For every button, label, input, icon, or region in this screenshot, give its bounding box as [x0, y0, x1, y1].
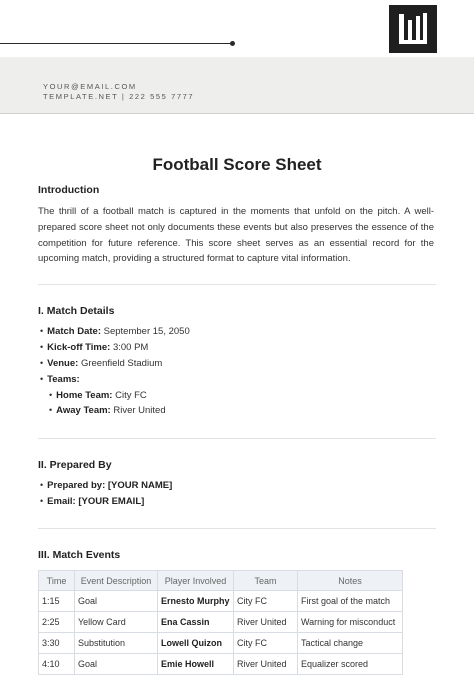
list-item-email: • Email: [YOUR EMAIL]	[40, 496, 145, 507]
match-events-heading: III. Match Events	[38, 549, 121, 561]
list-item-teams: • Teams:	[40, 374, 80, 385]
cell-time: 3:30	[39, 633, 75, 654]
table-row	[39, 591, 403, 612]
cell-event: Goal	[75, 654, 158, 675]
table-row	[39, 633, 403, 654]
match-details-heading: I. Match Details	[38, 305, 115, 317]
header-line-dot	[230, 41, 235, 46]
section-divider	[38, 438, 436, 439]
cell-notes: Tactical change	[298, 633, 403, 654]
cell-event: Yellow Card	[75, 612, 158, 633]
prepared-by-heading: II. Prepared By	[38, 459, 112, 471]
list-item-away-team: • Away Team: River United	[49, 405, 166, 416]
contact-email: YOUR@EMAIL.COM	[43, 82, 137, 91]
cell-team: City FC	[234, 591, 298, 612]
column-header-event: Event Description	[75, 571, 158, 591]
contact-info	[43, 82, 194, 102]
column-header-notes: Notes	[298, 571, 403, 591]
cell-event: Goal	[75, 591, 158, 612]
cell-notes: First goal of the match	[298, 591, 403, 612]
column-header-team: Team	[234, 571, 298, 591]
header-line	[0, 43, 232, 44]
cell-time: 4:10	[39, 654, 75, 675]
match-events-table	[38, 570, 403, 675]
list-item-prepared-by: • Prepared by: [YOUR NAME]	[40, 480, 173, 491]
section-divider	[38, 528, 436, 529]
cell-player: Emie Howell	[158, 654, 234, 675]
section-divider	[38, 284, 436, 285]
list-item-kickoff-time: • Kick-off Time: 3:00 PM	[40, 342, 149, 353]
table-row	[39, 612, 403, 633]
company-logo	[389, 5, 437, 53]
cell-player: Ernesto Murphy	[158, 591, 234, 612]
contact-band	[0, 57, 474, 114]
list-item-home-team: • Home Team: City FC	[49, 390, 147, 401]
cell-time: 2:25	[39, 612, 75, 633]
introduction-text: The thrill of a football match is captured in the moments that unfold on the pitch. A well-prepared score sheet not only documents these events but also preserves the essence of the competition for future reference. This score sheet serves as an essential record for the upcoming match, providing a structured format to capture vital information.	[38, 206, 434, 265]
document-title: Football Score Sheet	[152, 155, 322, 174]
table-row	[39, 654, 403, 675]
list-item-match-date: • Match Date: September 15, 2050	[40, 326, 190, 337]
cell-player: Lowell Quizon	[158, 633, 234, 654]
table-header-row	[39, 571, 403, 591]
list-item-venue: • Venue: Greenfield Stadium	[40, 358, 163, 369]
cell-event: Substitution	[75, 633, 158, 654]
cell-team: River United	[234, 654, 298, 675]
cell-notes: Warning for misconduct	[298, 612, 403, 633]
contact-site-phone: TEMPLATE.NET | 222 555 7777	[43, 92, 195, 101]
cell-player: Ena Cassin	[158, 612, 234, 633]
cell-team: City FC	[234, 633, 298, 654]
cell-notes: Equalizer scored	[298, 654, 403, 675]
cell-team: River United	[234, 612, 298, 633]
column-header-player: Player Involved	[158, 571, 234, 591]
cell-time: 1:15	[39, 591, 75, 612]
introduction-heading: Introduction	[38, 184, 100, 196]
column-header-time: Time	[39, 571, 75, 591]
